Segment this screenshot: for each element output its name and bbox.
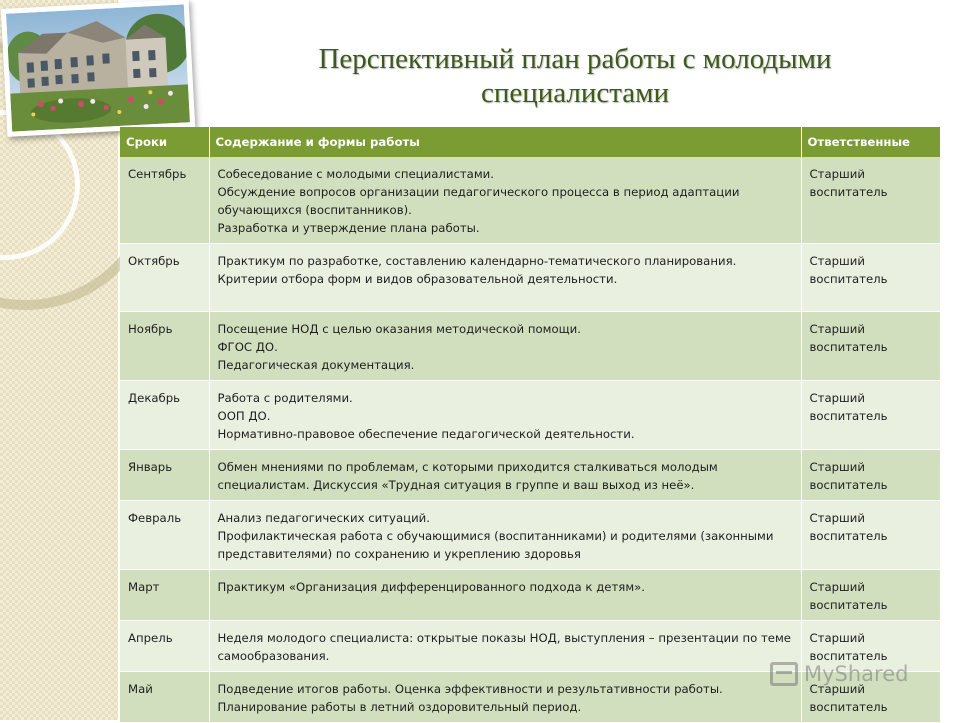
month-cell: Март (120, 570, 209, 621)
responsible-cell: Старший воспитатель (801, 381, 940, 450)
content-line: Посещение НОД с целью оказания методической помощи. (217, 322, 581, 336)
page-title-line-1: Перспективный план работы с молодыми (318, 43, 832, 75)
content-line: Собеседование с молодыми специалистами. (217, 167, 494, 181)
content-cell (209, 381, 801, 450)
content-cell (209, 450, 801, 501)
content-line: Педагогическая документация. (217, 358, 415, 372)
content-cell (209, 672, 801, 723)
content-line: Критерии отбора форм и видов образовательной деятельности. (217, 272, 618, 286)
cart-icon (770, 662, 798, 686)
content-line: ООП ДО. (217, 409, 271, 423)
month-cell: Февраль (120, 501, 209, 570)
responsible-cell: Старший воспитатель (801, 672, 940, 723)
work-plan-table (120, 127, 941, 723)
watermark-text: MyShared (804, 662, 909, 686)
month-cell: Декабрь (120, 381, 209, 450)
month-cell: Ноябрь (120, 312, 209, 381)
month-cell: Апрель (120, 621, 209, 672)
column-header-period: Сроки (120, 127, 209, 157)
table-row (120, 570, 940, 621)
responsible-cell: Старший воспитатель (801, 244, 940, 312)
table-row (120, 450, 940, 501)
table-row (120, 501, 940, 570)
content-cell (209, 501, 801, 570)
content-line: Практикум по разработке, составлению календарно-тематического планирования. (217, 254, 737, 268)
content-line: Профилактическая работа с обучающимися (воспитанниками) и родителями (законными представителями) по сохранению и укреплению здоровья (217, 529, 774, 561)
responsible-cell: Старший воспитатель (801, 157, 940, 244)
table-row (120, 381, 940, 450)
table-row (120, 157, 940, 244)
content-cell (209, 621, 801, 672)
content-line: Анализ педагогических ситуаций. (217, 511, 430, 525)
content-cell (209, 570, 801, 621)
content-line: Планирование работы в летний оздоровительный период. (217, 700, 582, 714)
responsible-cell: Старший воспитатель (801, 621, 940, 672)
page-title (230, 42, 920, 110)
responsible-cell: Старший воспитатель (801, 450, 940, 501)
column-header-responsible: Ответственные (801, 127, 940, 157)
content-cell (209, 312, 801, 381)
table-row (120, 244, 940, 312)
content-cell (209, 244, 801, 312)
content-line: Подведение итогов работы. Оценка эффективности и результативности работы. (217, 682, 723, 696)
content-line: ФГОС ДО. (217, 340, 278, 354)
month-cell: Сентябрь (120, 157, 209, 244)
page-title-line-2: специалистами (480, 77, 670, 109)
building-photo-image (6, 4, 190, 131)
content-line: Работа с родителями. (217, 391, 353, 405)
responsible-cell: Старший воспитатель (801, 312, 940, 381)
content-line: Нормативно-правовое обеспечение педагогической деятельности. (217, 427, 635, 441)
content-line: Обмен мнениями по проблемам, с которыми приходится сталкиваться молодым специалистам. Дискуссия «Трудная ситуация в группе и ваш выход из неё». (217, 460, 718, 492)
month-cell: Май (120, 672, 209, 723)
responsible-cell: Старший воспитатель (801, 570, 940, 621)
content-cell (209, 157, 801, 244)
building-photo (1, 0, 195, 137)
table-header-row (120, 127, 940, 157)
content-line: Обсуждение вопросов организации педагогического процесса в период адаптации обучающихся (воспитанников). (217, 185, 740, 217)
month-cell: Январь (120, 450, 209, 501)
content-line: Неделя молодого специалиста: открытые показы НОД, выступления – презентации по теме самообразования. (217, 631, 791, 663)
content-line: Разработка и утверждение плана работы. (217, 221, 480, 235)
watermark (770, 656, 930, 692)
table-row (120, 312, 940, 381)
content-line: Практикум «Организация дифференцированного подхода к детям». (217, 580, 646, 594)
responsible-cell: Старший воспитатель (801, 501, 940, 570)
column-header-content: Содержание и формы работы (209, 127, 801, 157)
month-cell: Октябрь (120, 244, 209, 312)
